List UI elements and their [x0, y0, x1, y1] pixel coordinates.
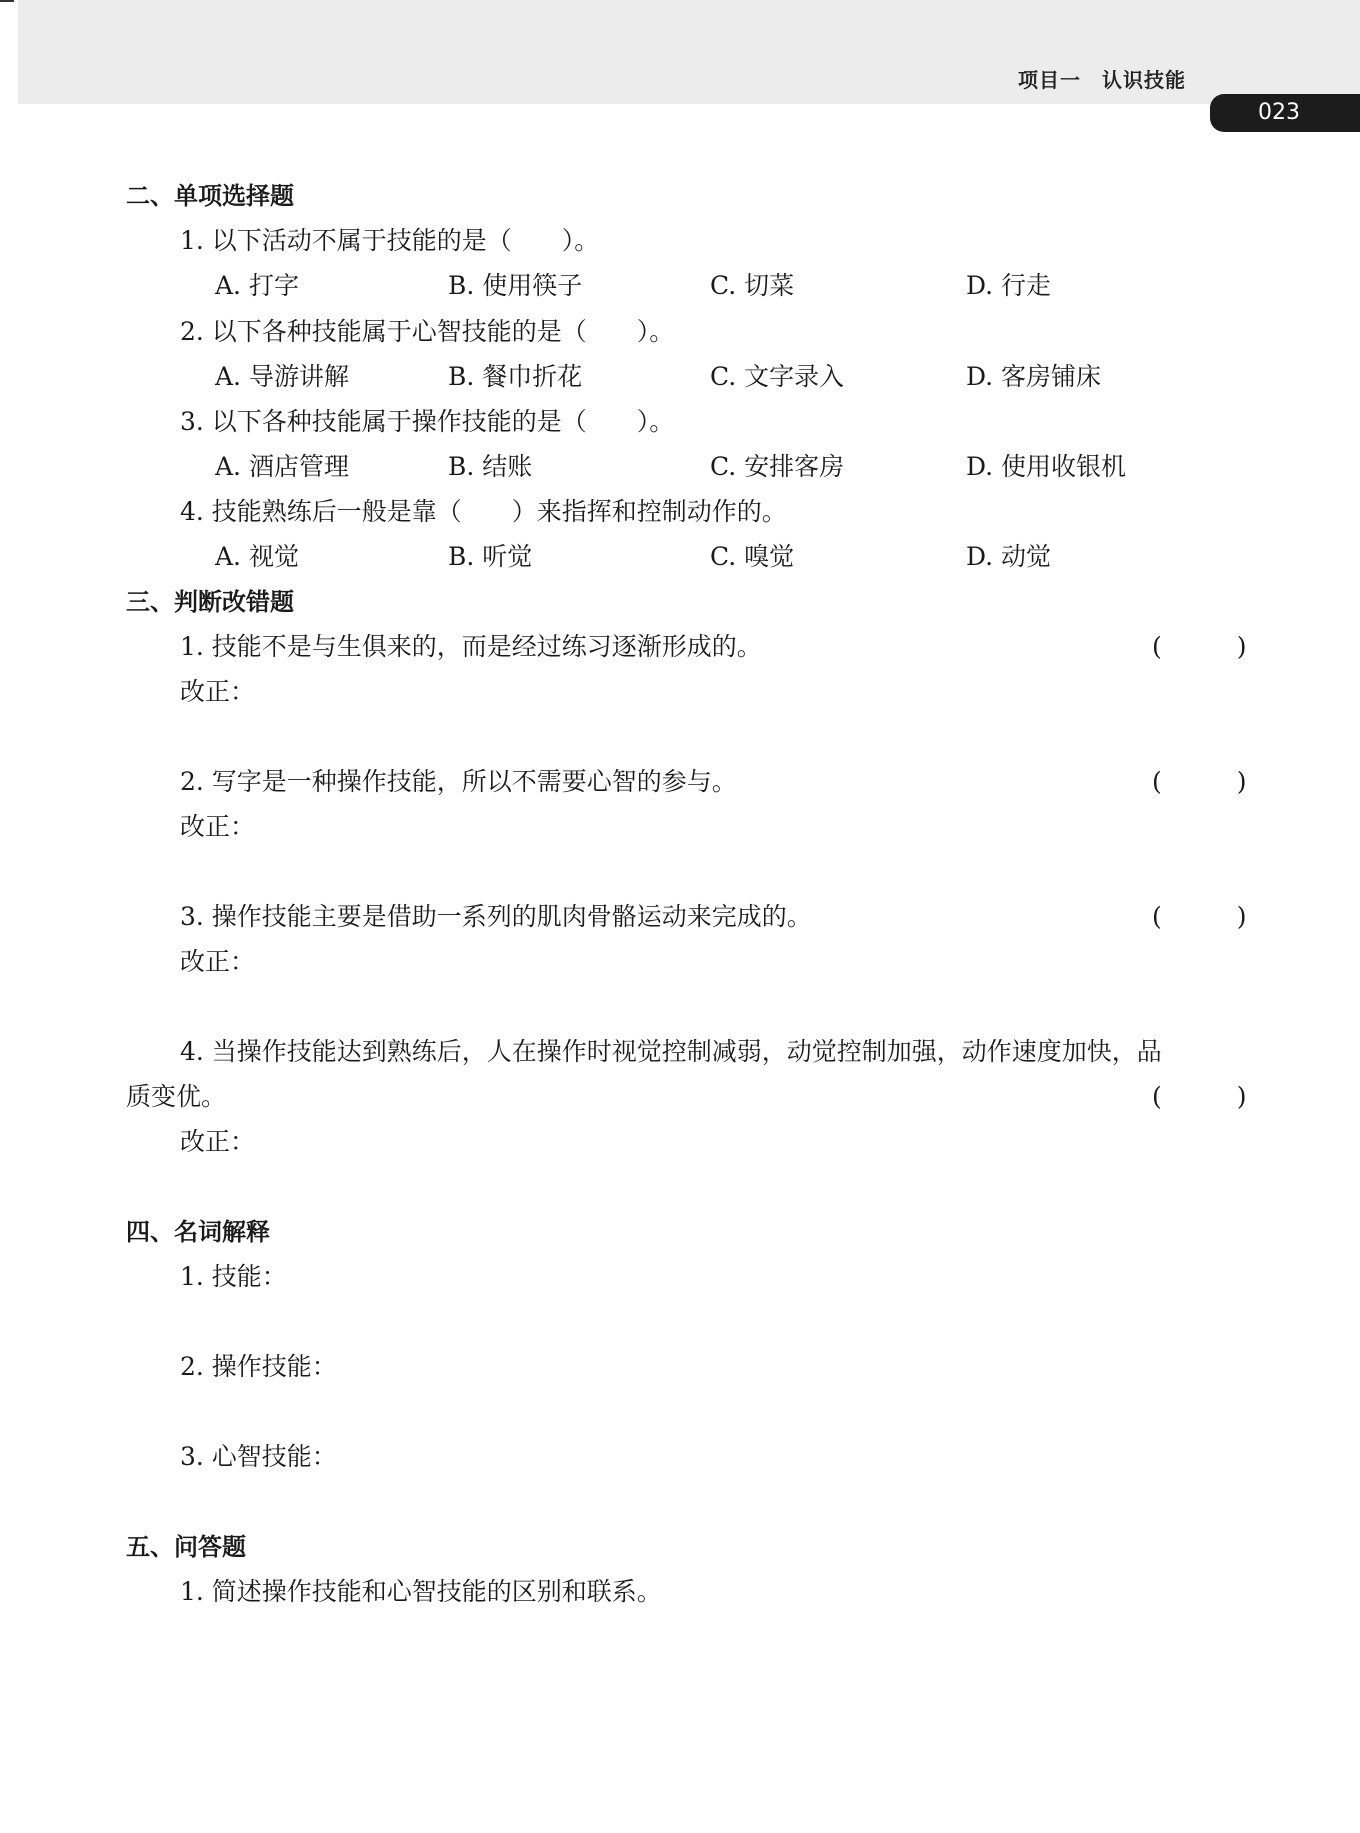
option-a: A. 导游讲解: [215, 362, 349, 391]
answer-parentheses: ( ): [1152, 632, 1247, 661]
term-item: 2. 操作技能：: [180, 1352, 337, 1381]
short-answer-item: 1. 简述操作技能和心智技能的区别和联系。: [180, 1577, 662, 1606]
section-heading-multiple-choice: 二、单项选择题: [126, 182, 294, 210]
answer-parentheses: ( ): [1152, 1082, 1247, 1111]
judgment-stem: 3. 操作技能主要是借助一系列的肌肉骨骼运动来完成的。: [180, 902, 812, 931]
judgment-stem: 2. 写字是一种操作技能，所以不需要心智的参与。: [180, 767, 737, 796]
option-d: D. 使用收银机: [966, 452, 1127, 481]
answer-parentheses: ( ): [1152, 902, 1247, 931]
option-c: C. 文字录入: [710, 362, 845, 391]
question-stem: 1. 以下活动不属于技能的是（ ）。: [180, 226, 600, 255]
option-a: A. 视觉: [215, 542, 299, 571]
option-b: B. 结账: [448, 452, 533, 481]
correction-label: 改正：: [180, 947, 256, 976]
correction-label: 改正：: [180, 812, 256, 841]
option-d: D. 动觉: [966, 542, 1052, 571]
section-heading-term-definitions: 四、名词解释: [126, 1218, 270, 1246]
question-stem: 4. 技能熟练后一般是靠（ ）来指挥和控制动作的。: [180, 497, 787, 526]
option-b: B. 听觉: [448, 542, 533, 571]
page-number-tab: 023: [1210, 94, 1360, 132]
option-d: D. 客房铺床: [966, 362, 1102, 391]
option-d: D. 行走: [966, 271, 1052, 300]
option-b: B. 餐巾折花: [448, 362, 583, 391]
term-item: 1. 技能：: [180, 1262, 287, 1291]
judgment-stem: 4. 当操作技能达到熟练后，人在操作时视觉控制减弱，动觉控制加强，动作速度加快，品: [180, 1037, 1162, 1066]
correction-label: 改正：: [180, 1127, 256, 1156]
judgment-stem-continuation: 质变优。: [126, 1082, 227, 1111]
crop-mark-left: [0, 0, 14, 2]
term-item: 3. 心智技能：: [180, 1442, 337, 1471]
correction-label: 改正：: [180, 677, 256, 706]
option-c: C. 嗅觉: [710, 542, 795, 571]
running-header-title: 项目一 认识技能: [1018, 68, 1186, 92]
option-c: C. 切菜: [710, 271, 795, 300]
option-c: C. 安排客房: [710, 452, 845, 481]
section-heading-short-answer: 五、问答题: [126, 1533, 246, 1561]
option-b: B. 使用筷子: [448, 271, 583, 300]
section-heading-true-false: 三、判断改错题: [126, 588, 294, 616]
option-a: A. 打字: [215, 271, 299, 300]
judgment-stem: 1. 技能不是与生俱来的，而是经过练习逐渐形成的。: [180, 632, 762, 661]
question-stem: 2. 以下各种技能属于心智技能的是（ ）。: [180, 317, 675, 346]
answer-parentheses: ( ): [1152, 767, 1247, 796]
option-a: A. 酒店管理: [215, 452, 349, 481]
question-stem: 3. 以下各种技能属于操作技能的是（ ）。: [180, 407, 675, 436]
